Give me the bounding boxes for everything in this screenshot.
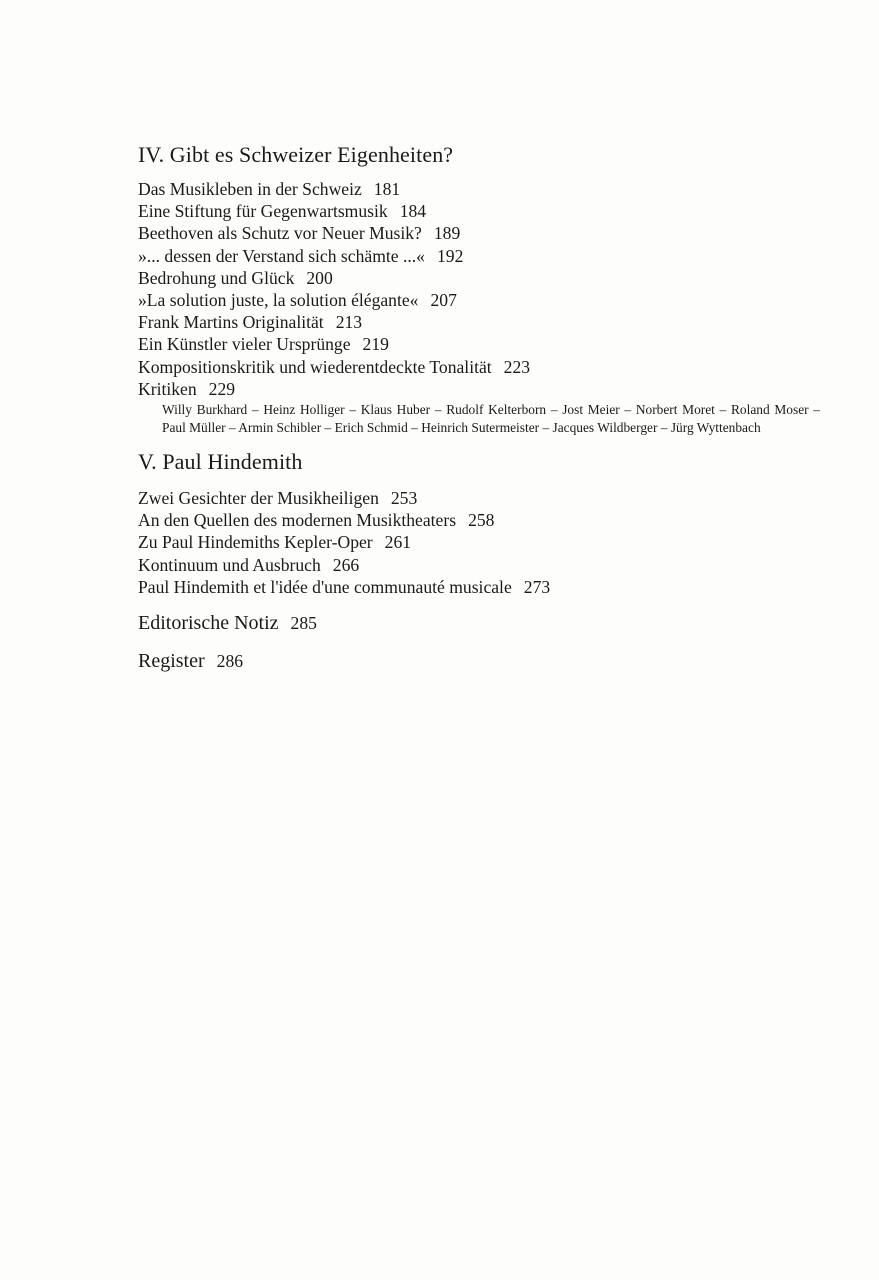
entry-title: Zu Paul Hindemiths Kepler-Oper — [138, 532, 373, 553]
entry-title: An den Quellen des modernen Musiktheaters — [138, 510, 457, 531]
entry-title: Zwei Gesichter der Musikheiligen — [138, 488, 379, 509]
toc-entry[interactable] — [138, 267, 828, 289]
section-heading: IV. Gibt es Schweizer Eigenheiten? — [138, 142, 454, 167]
entry-page: 273 — [523, 576, 551, 597]
entry-title: Kompositionskritik und wiederentdeckte Tonalität — [138, 356, 492, 377]
entry-page: 207 — [430, 290, 457, 311]
toc-entry[interactable] — [138, 378, 828, 400]
toc-entry[interactable] — [138, 200, 828, 222]
entry-page: 189 — [433, 223, 461, 244]
toc-entry[interactable] — [138, 554, 828, 576]
kritiken-composer-list: Willy Burkhard – Heinz Holliger – Klaus Huber – Rudolf Kelterborn – Jost Meier – Norbert Moret – Roland Moser – Paul Müller – Armin Schibler – Erich Schmid – Heinrich Sutermeister – Jacques Wildberger – Jürg Wyttenbach — [162, 402, 820, 436]
toc-entry[interactable] — [138, 576, 828, 598]
section-heading: V. Paul Hindemith — [138, 449, 303, 475]
entry-page: 192 — [436, 245, 464, 266]
toc-entry-editorial-note[interactable] — [138, 610, 828, 636]
entry-page: 253 — [390, 488, 418, 509]
toc-entry-register[interactable] — [138, 648, 828, 674]
entry-page: 258 — [468, 510, 495, 531]
entry-page: 181 — [373, 179, 401, 199]
entry-page: 213 — [335, 312, 363, 333]
entry-page: 285 — [290, 613, 317, 634]
table-of-contents — [138, 140, 828, 674]
entry-title: Eine Stiftung für Gegenwartsmusik — [138, 201, 388, 222]
entry-page: 200 — [306, 267, 333, 288]
toc-entry[interactable] — [138, 531, 828, 553]
entry-title: Register — [138, 650, 205, 673]
entry-title: »La solution juste, la solution élégante« — [138, 290, 419, 311]
entry-page: 261 — [384, 532, 412, 553]
section-entries — [138, 487, 828, 598]
entry-title: Kritiken — [138, 378, 197, 399]
entry-page: 266 — [332, 554, 360, 575]
toc-entry[interactable] — [138, 289, 828, 311]
entry-title: Kontinuum und Ausbruch — [138, 554, 321, 575]
toc-entry[interactable] — [138, 333, 828, 355]
toc-entry[interactable] — [138, 487, 828, 509]
toc-entry[interactable] — [138, 509, 828, 531]
entry-title: Beethoven als Schutz vor Neuer Musik? — [138, 223, 422, 244]
entry-page: 223 — [503, 356, 531, 377]
entry-page: 286 — [216, 651, 244, 672]
entry-page: 229 — [208, 378, 236, 399]
entry-title: Das Musikleben in der Schweiz — [138, 179, 362, 199]
entry-page: 184 — [399, 201, 427, 222]
entry-title: Bedrohung und Glück — [138, 267, 295, 288]
toc-entry[interactable] — [138, 311, 828, 333]
entry-page: 219 — [362, 334, 389, 355]
entry-title: Ein Künstler vieler Ursprünge — [138, 334, 351, 355]
toc-entry[interactable] — [138, 356, 828, 378]
entry-title: »... dessen der Verstand sich schämte ...« — [138, 245, 425, 266]
section-entries — [138, 178, 828, 437]
entry-title: Editorische Notiz — [138, 612, 279, 635]
toc-entry[interactable] — [138, 178, 828, 200]
toc-entry[interactable] — [138, 245, 828, 267]
toc-entry[interactable] — [138, 222, 828, 244]
entry-title: Frank Martins Originalität — [138, 312, 324, 333]
entry-title: Paul Hindemith et l'idée d'une communauté musicale — [138, 576, 512, 597]
